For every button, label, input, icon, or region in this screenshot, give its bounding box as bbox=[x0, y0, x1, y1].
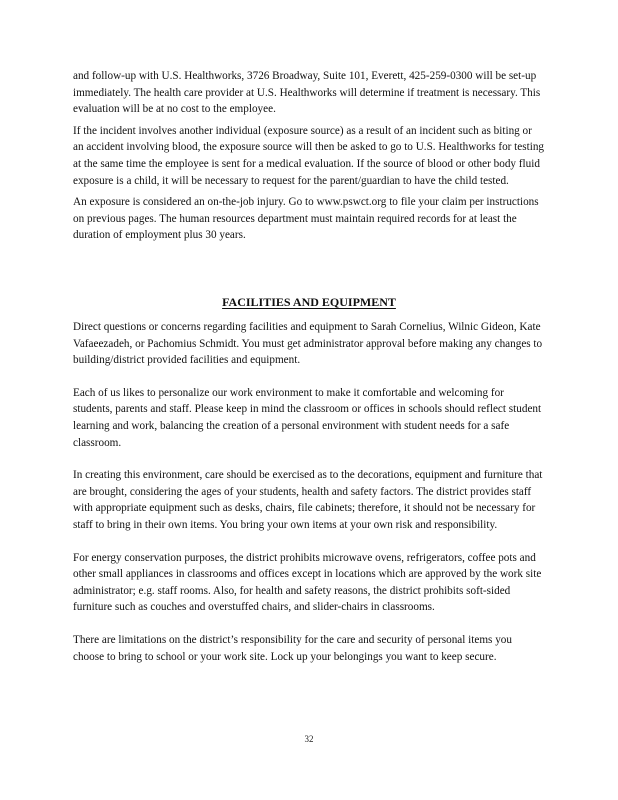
intro-paragraph-3: An exposure is considered an on-the-job injury. Go to www.pswct.org to file your claim per instructions on previous pages. The human resources department must maintain required records for at least the duration of employment plus 30 years. bbox=[73, 196, 539, 242]
section-paragraph-1: Direct questions or concerns regarding facilities and equipment to Sarah Cornelius, Wilnic Gideon, Kate Vafaeezadeh, or Pachomius Schmidt. You must get administrator approval before making any changes to building/district provided facilities and equipment. bbox=[73, 321, 543, 367]
section-heading-text: FACILITIES AND EQUIPMENT bbox=[222, 295, 396, 309]
section-paragraph-2: Each of us likes to personalize our work environment to make it comfortable and welcoming for students, parents and staff. Please keep in mind the classroom or offices in schools should reflect student learning and work, balancing the creation of a personal environment with student needs for a safe classroom. bbox=[73, 386, 542, 449]
page-number: 32 bbox=[304, 734, 314, 744]
intro-paragraph-2: If the incident involves another individual (exposure source) as a result of an incident such as biting or an accident involving blood, the exposure source will then be asked to go to U.S. Healthworks for testing at the same time the employee is sent for a medical evaluation. If the source of blood or other body fluid exposure is a child, it will be necessary to request for the parent/guardian to have the child tested. bbox=[73, 124, 545, 187]
section-paragraph-5: There are limitations on the district’s responsibility for the care and security of personal items you choose to bring to school or your work site. Lock up your belongings you want to keep secure. bbox=[73, 633, 512, 663]
section-text-block bbox=[73, 319, 545, 665]
intro-text-block bbox=[73, 68, 545, 244]
section-heading bbox=[0, 295, 618, 310]
section-paragraph-3: In creating this environment, care should be exercised as to the decorations, equipment and furniture that are brought, considering the ages of your students, health and safety factors. The district provides staff with appropriate equipment such as desks, chairs, file cabinets; therefore, it should not be necessary for staff to bring in their own items. You bring your own items at your own risk and responsibility. bbox=[73, 469, 543, 531]
intro-paragraph-1: and follow-up with U.S. Healthworks, 3726 Broadway, Suite 101, Everett, 425-259-0300 will be set-up immediately. The health care provider at U.S. Healthworks will determine if treatment is necessary. This evaluation will be at no cost to the employee. bbox=[73, 70, 541, 116]
section-paragraph-4: For energy conservation purposes, the district prohibits microwave ovens, refrigerators, coffee pots and other small appliances in classrooms and offices except in locations which are approved by the work site administrator; e.g. staff rooms. Also, for health and safety reasons, the district prohibits soft-sided furniture such as couches and overstuffed chairs, and slider-chairs in classrooms. bbox=[73, 551, 542, 614]
